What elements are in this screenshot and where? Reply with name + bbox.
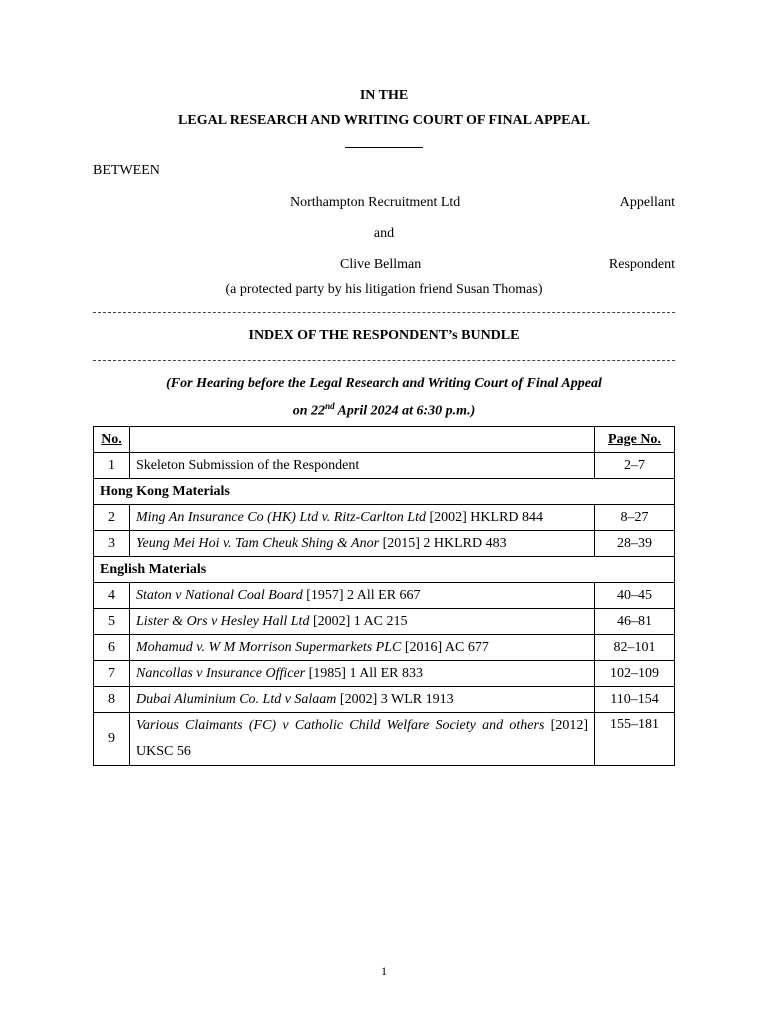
row-page-range: 102–109 [595, 661, 675, 687]
citation: [2016] AC 677 [401, 639, 489, 655]
section-heading: Hong Kong Materials [94, 479, 675, 505]
citation: [2002] 3 WLR 1913 [336, 691, 454, 707]
section-heading: English Materials [94, 557, 675, 583]
row-description [130, 453, 595, 479]
and-label: and [373, 226, 395, 241]
hearing-line-1: (For Hearing before the Legal Research and Writing Court of Final Appeal [166, 376, 602, 391]
header-page-label: Page No. [608, 431, 661, 447]
divider-top [93, 312, 675, 313]
section-row [94, 557, 675, 583]
table-row [94, 583, 675, 609]
row-page-range: 82–101 [595, 635, 675, 661]
table-header-row [94, 427, 675, 453]
row-page-range: 8–27 [595, 505, 675, 531]
table-row [94, 505, 675, 531]
hearing-date-rest: April 2024 at 6:30 p.m.) [334, 403, 476, 419]
row-page-range: 2–7 [595, 453, 675, 479]
table-row [94, 609, 675, 635]
citation: [1985] 1 All ER 833 [305, 665, 423, 681]
row-page-range: 40–45 [595, 583, 675, 609]
section-row [94, 479, 675, 505]
row-description [130, 635, 595, 661]
between-label: BETWEEN [93, 163, 160, 178]
row-description [130, 687, 595, 713]
table-row [94, 661, 675, 687]
respondent-note: (a protected party by his litigation friend Susan Thomas) [225, 282, 543, 297]
row-number: 1 [94, 453, 130, 479]
table-row [94, 531, 675, 557]
divider-bottom [93, 360, 675, 361]
header-no-label: No. [101, 431, 122, 447]
case-name: Staton v National Coal Board [136, 587, 303, 603]
row-number: 6 [94, 635, 130, 661]
citation: [2002] 1 AC 215 [309, 613, 408, 629]
header-page [595, 427, 675, 453]
row-number: 9 [94, 713, 130, 766]
row-number: 4 [94, 583, 130, 609]
table-row [94, 713, 675, 766]
row-description [130, 661, 595, 687]
row-description [130, 505, 595, 531]
row-description [130, 609, 595, 635]
row-number: 7 [94, 661, 130, 687]
row-number: 5 [94, 609, 130, 635]
appellant-name: Northampton Recruitment Ltd [290, 195, 461, 210]
table-row [94, 635, 675, 661]
header-blank [130, 427, 595, 453]
table-row [94, 453, 675, 479]
row-page-range: 28–39 [595, 531, 675, 557]
court-title: LEGAL RESEARCH AND WRITING COURT OF FINAL APPEAL [178, 113, 590, 128]
citation: [2012] UKSC 56 [136, 718, 588, 759]
hearing-date-prefix: on 22 [292, 403, 326, 419]
respondent-role: Respondent [608, 257, 675, 272]
page-number: 1 [381, 964, 387, 978]
citation: [2002] HKLRD 844 [425, 509, 544, 525]
citation: Skeleton Submission of the Respondent [136, 457, 360, 473]
citation: [1957] 2 All ER 667 [302, 587, 421, 603]
row-page-range: 46–81 [595, 609, 675, 635]
case-name: Nancollas v Insurance Officer [136, 665, 306, 681]
header-no [94, 427, 130, 453]
case-name: Dubai Aluminium Co. Ltd v Salaam [136, 691, 337, 707]
hearing-date-suffix: nd [325, 401, 335, 411]
row-number: 8 [94, 687, 130, 713]
case-name: Various Claimants (FC) v Catholic Child Welfare Society and others [136, 718, 545, 733]
case-name: Lister & Ors v Hesley Hall Ltd [136, 613, 310, 629]
row-page-range: 155–181 [595, 713, 675, 766]
index-table [93, 426, 675, 766]
appellant-role: Appellant [619, 195, 675, 210]
title-underline [345, 147, 423, 148]
hearing-line-2 [0, 401, 768, 420]
row-number: 3 [94, 531, 130, 557]
index-title: INDEX OF THE RESPONDENT’s BUNDLE [248, 328, 520, 343]
case-name: Mohamud v. W M Morrison Supermarkets PLC [136, 639, 402, 655]
heading-in-the: IN THE [359, 88, 409, 103]
row-description [130, 583, 595, 609]
citation: [2015] 2 HKLRD 483 [379, 535, 507, 551]
case-name: Ming An Insurance Co (HK) Ltd v. Ritz-Carlton Ltd [136, 509, 426, 525]
row-page-range: 110–154 [595, 687, 675, 713]
case-name: Yeung Mei Hoi v. Tam Cheuk Shing & Anor [136, 535, 380, 551]
table-row [94, 687, 675, 713]
row-description [130, 713, 595, 766]
row-number: 2 [94, 505, 130, 531]
row-description [130, 531, 595, 557]
respondent-name: Clive Bellman [340, 257, 422, 272]
